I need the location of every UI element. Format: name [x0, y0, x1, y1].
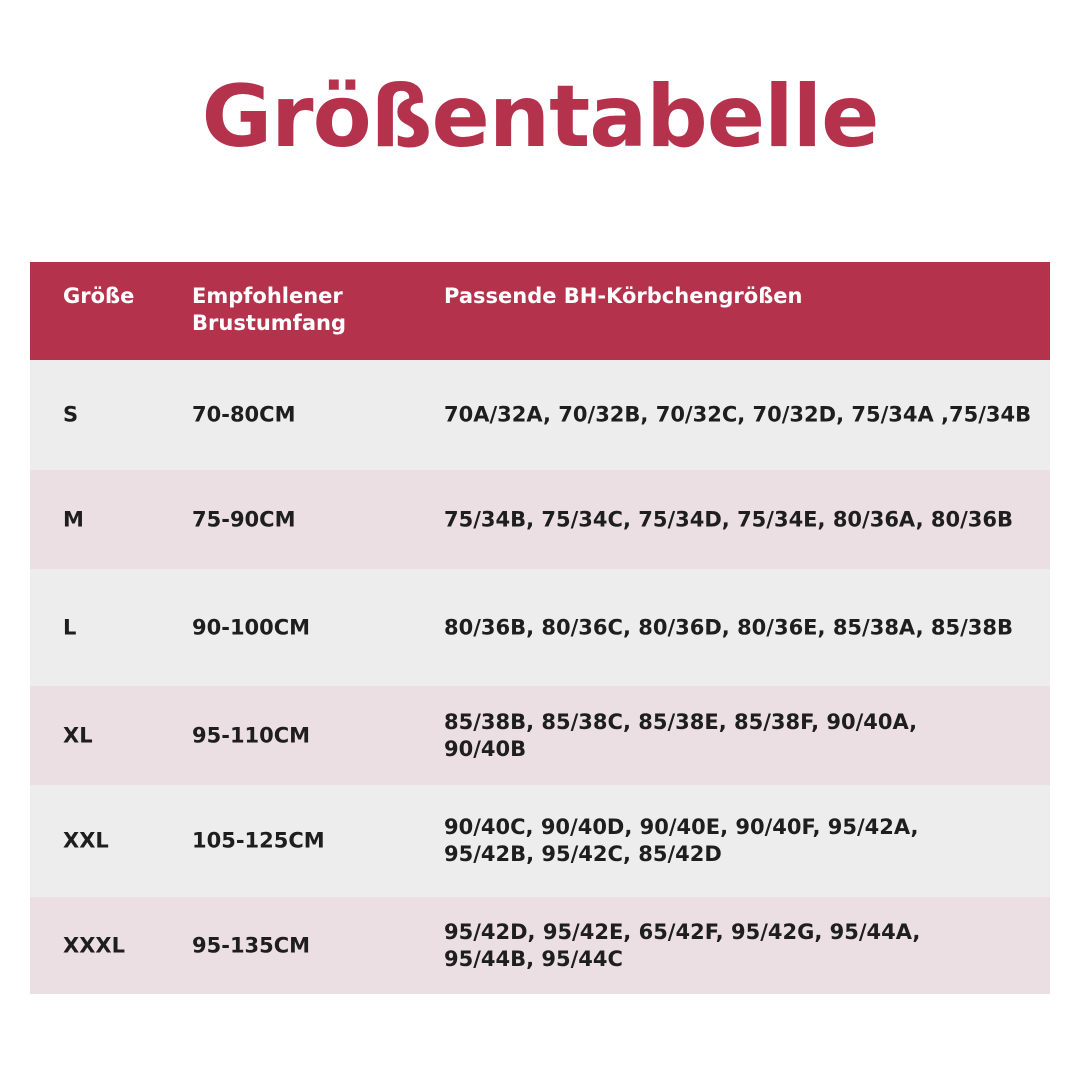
- bust-cell: 105-125CM: [192, 828, 325, 853]
- bust-cell: 75-90CM: [192, 507, 296, 531]
- table-row: [30, 785, 1050, 897]
- table-row: [30, 360, 1050, 470]
- cups-cell: [444, 506, 1044, 533]
- header-cups: Passende BH-Körbchengrößen: [444, 284, 803, 308]
- header-bust-line1: Empfohlener: [192, 284, 343, 308]
- cups-line: 95/42B, 95/42C, 85/42D: [444, 842, 722, 866]
- cups-line: 90/40B: [444, 736, 527, 761]
- table-row: [30, 897, 1050, 994]
- cups-line: 95/44B, 95/44C: [444, 946, 623, 971]
- size-cell: M: [63, 507, 84, 531]
- size-cell: S: [63, 402, 79, 427]
- table-row: [30, 686, 1050, 785]
- table-row: [30, 470, 1050, 569]
- cups-cell: [444, 614, 1044, 641]
- header-bust: [192, 283, 432, 337]
- bust-cell: 90-100CM: [192, 615, 311, 639]
- bust-cell: 70-80CM: [192, 402, 296, 427]
- cups-cell: [444, 402, 1044, 429]
- size-cell: XL: [63, 723, 93, 747]
- header-bust-line2: Brustumfang: [192, 311, 346, 335]
- cups-cell: [444, 709, 1044, 763]
- bust-cell: 95-110CM: [192, 723, 311, 747]
- size-table: [30, 262, 1050, 994]
- size-cell: L: [63, 615, 77, 639]
- bust-cell: 95-135CM: [192, 933, 311, 957]
- cups-cell: [444, 814, 1044, 868]
- cups-line: 80/36B, 80/36C, 80/36D, 80/36E, 85/38A, 85/38B: [444, 615, 1013, 639]
- cups-line: 90/40C, 90/40D, 90/40E, 90/40F, 95/42A,: [444, 815, 919, 839]
- cups-cell: [444, 919, 1044, 973]
- size-cell: XXXL: [63, 933, 125, 957]
- cups-line: 95/42D, 95/42E, 65/42F, 95/42G, 95/44A,: [444, 919, 921, 944]
- size-cell: XXL: [63, 828, 109, 853]
- header-size: Größe: [63, 284, 135, 308]
- table-header-row: [30, 262, 1050, 360]
- cups-line: 85/38B, 85/38C, 85/38E, 85/38F, 90/40A,: [444, 709, 918, 734]
- cups-line: 70A/32A, 70/32B, 70/32C, 70/32D, 75/34A ,75/34B: [444, 402, 1032, 427]
- table-row: [30, 569, 1050, 686]
- cups-line: 75/34B, 75/34C, 75/34D, 75/34E, 80/36A, 80/36B: [444, 507, 1013, 531]
- page-title: Größentabelle: [201, 67, 879, 167]
